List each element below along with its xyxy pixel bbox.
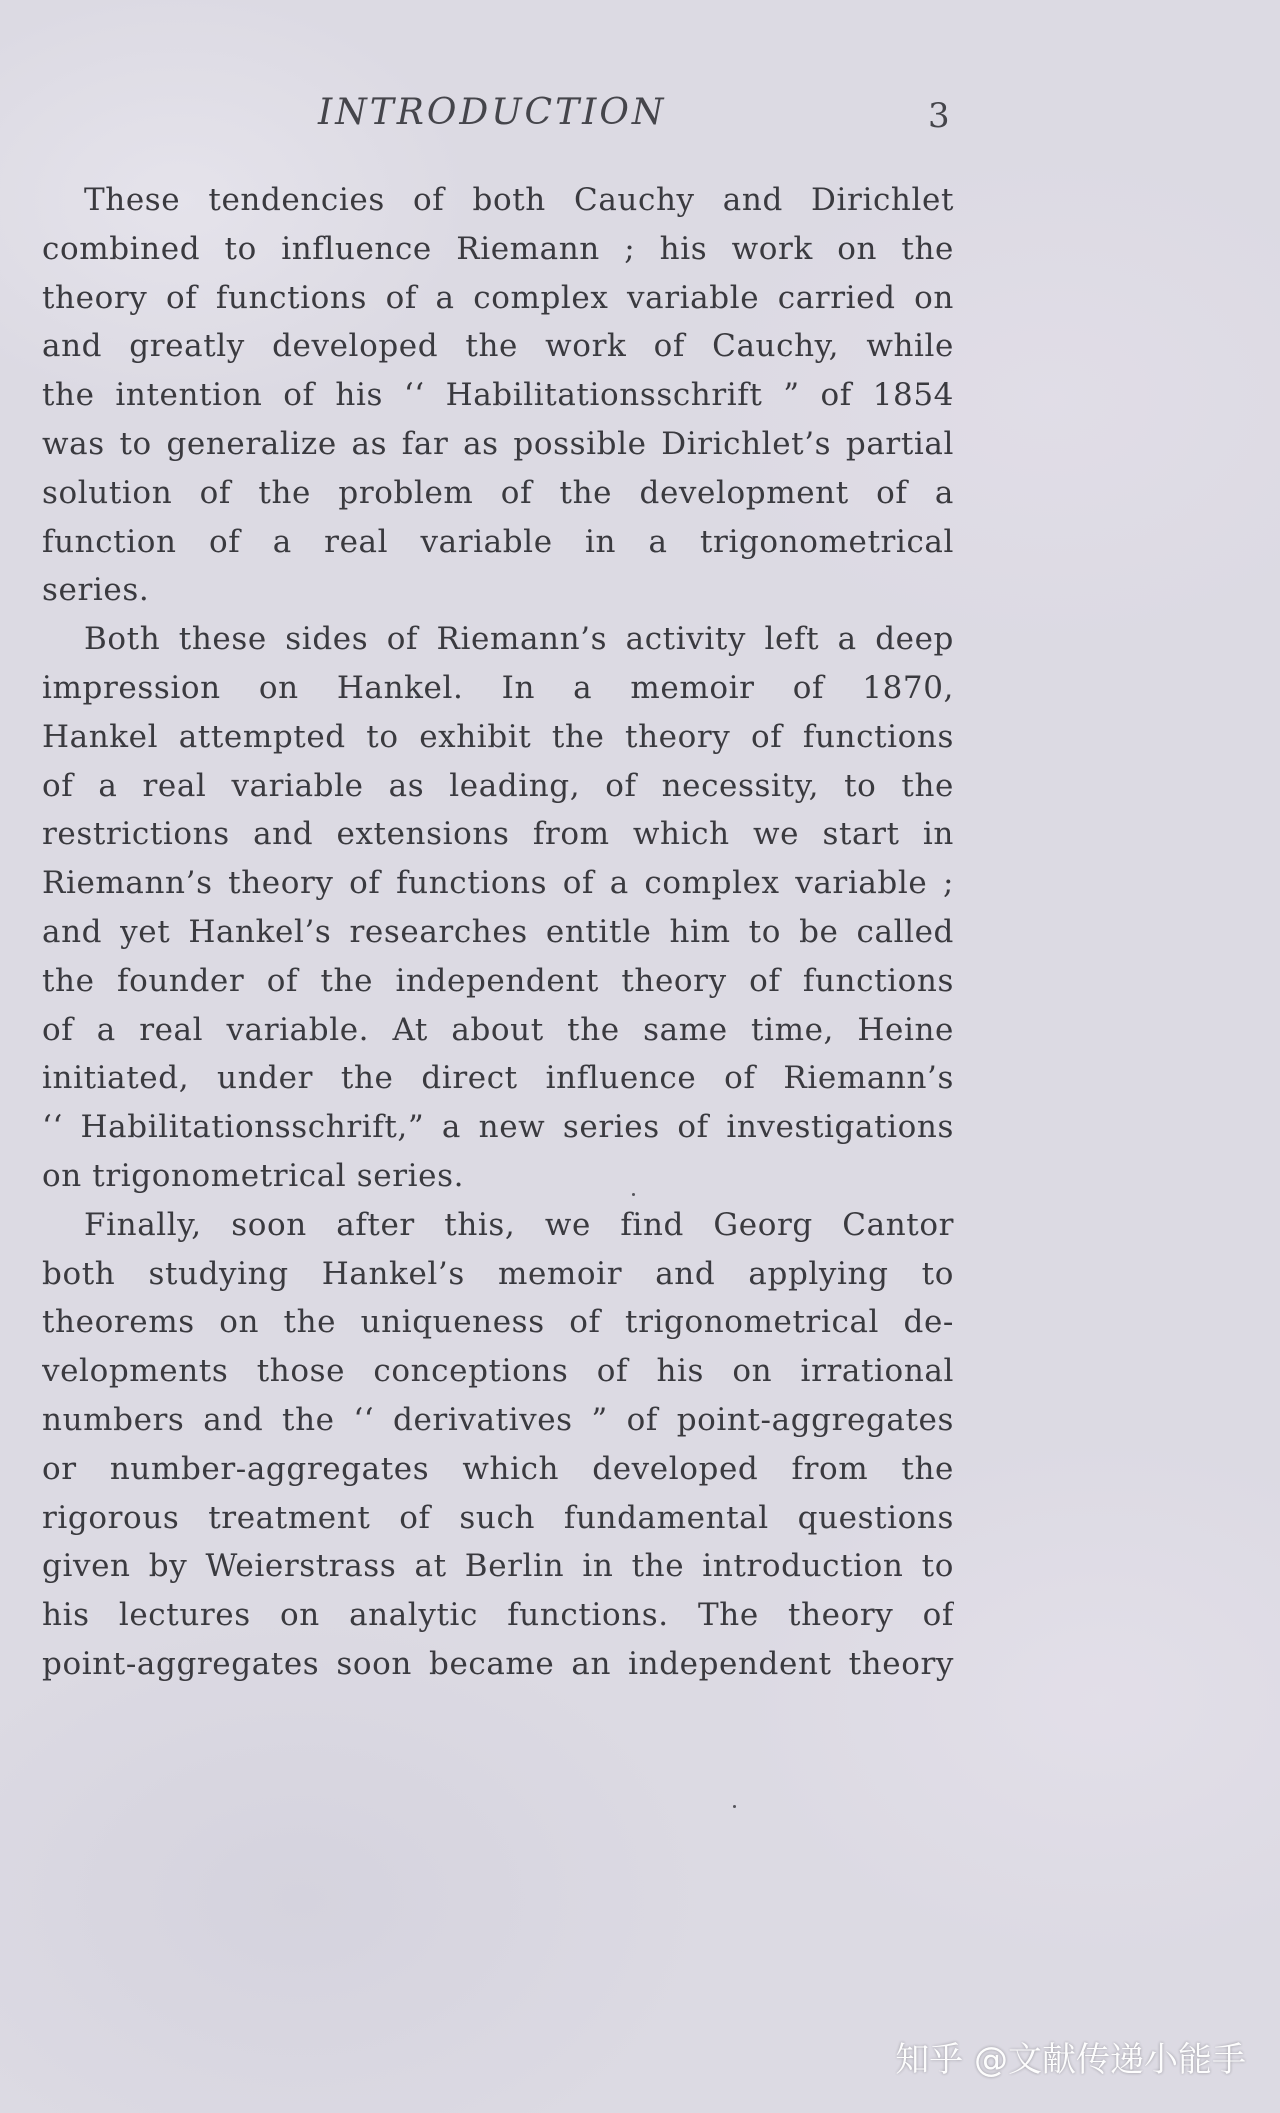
- body-text: [42, 176, 954, 1689]
- text-line: Riemann’s theory of functions of a complex variable ;: [42, 865, 954, 902]
- text-line: his lectures on analytic functions. The theory of: [42, 1597, 954, 1634]
- text-line: theory of functions of a complex variable carried on: [42, 279, 954, 316]
- text-line: velopments those conceptions of his on irrational: [42, 1353, 954, 1390]
- paragraph-2: [42, 615, 954, 1201]
- text-line: was to generalize as far as possible Dirichlet’s partial: [42, 425, 954, 462]
- text-line: numbers and the ‘‘ derivatives ” of point-aggregates: [42, 1401, 954, 1438]
- text-line: ‘‘ Habilitationsschrift,” a new series of investigations: [42, 1109, 954, 1146]
- text-line: Both these sides of Riemann’s activity left a deep: [84, 621, 954, 658]
- page-number: 3: [928, 96, 950, 136]
- text-line: series.: [42, 572, 150, 609]
- text-line: solution of the problem of the development of a: [42, 474, 954, 511]
- text-line: the founder of the independent theory of functions: [42, 962, 954, 999]
- text-line: of a real variable. At about the same time, Heine: [42, 1011, 954, 1048]
- text-line: Finally, soon after this, we find Georg Cantor: [84, 1206, 954, 1243]
- text-line: and greatly developed the work of Cauchy, while: [42, 328, 954, 365]
- running-title: INTRODUCTION: [318, 92, 667, 133]
- text-line: or number-aggregates which developed from the: [42, 1450, 954, 1487]
- text-line: restrictions and extensions from which we start in: [42, 816, 954, 853]
- text-line: impression on Hankel. In a memoir of 1870,: [42, 669, 954, 706]
- ink-speck: [733, 1805, 736, 1808]
- text-line: point-aggregates soon became an independent theory: [42, 1645, 954, 1682]
- text-line: of a real variable as leading, of necessity, to the: [42, 767, 954, 804]
- paragraph-3: [42, 1201, 954, 1689]
- ink-speck: [632, 1193, 635, 1196]
- text-line: the intention of his ‘‘ Habilitationsschrift ” of 1854: [42, 377, 954, 414]
- text-line: given by Weierstrass at Berlin in the introduction to: [42, 1548, 954, 1585]
- watermark-text: 知乎 @文献传递小能手: [895, 2040, 1246, 2080]
- text-line: function of a real variable in a trigonometrical: [42, 523, 954, 560]
- text-line: combined to influence Riemann ; his work on the: [42, 230, 954, 267]
- text-line: both studying Hankel’s memoir and applying to: [42, 1255, 954, 1292]
- text-line: rigorous treatment of such fundamental questions: [42, 1499, 954, 1536]
- text-line: These tendencies of both Cauchy and Dirichlet: [84, 182, 954, 218]
- text-line: and yet Hankel’s researches entitle him to be called: [42, 913, 954, 950]
- text-line: theorems on the uniqueness of trigonometrical de-: [42, 1304, 954, 1341]
- text-line: initiated, under the direct influence of Riemann’s: [42, 1060, 954, 1097]
- paragraph-1: [42, 176, 954, 615]
- text-line: Hankel attempted to exhibit the theory of functions: [42, 718, 954, 755]
- text-line: on trigonometrical series.: [42, 1157, 465, 1194]
- running-head: [0, 92, 1280, 142]
